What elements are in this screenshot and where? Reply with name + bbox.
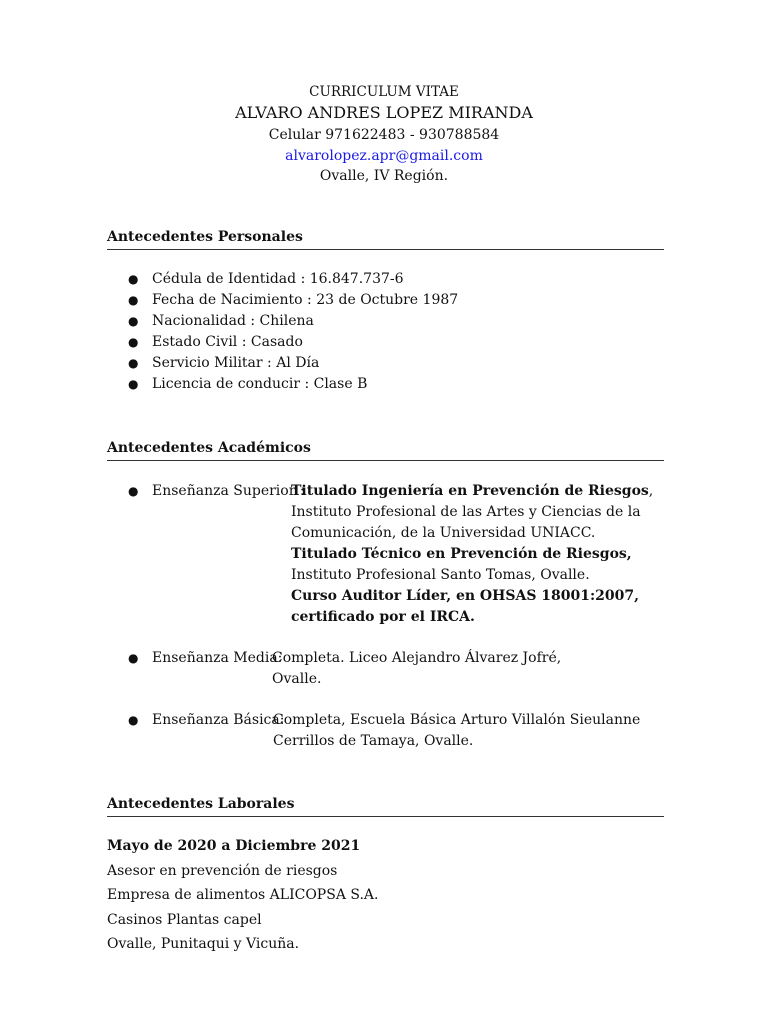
degree1-university: Comunicación, de la Universidad UNIACC. bbox=[291, 525, 596, 541]
course-certification: certificado por el IRCA. bbox=[291, 609, 475, 625]
degree2-title: Titulado Técnico en Prevención de Riesgos, bbox=[291, 546, 632, 562]
media-line2: Ovalle. bbox=[272, 671, 322, 687]
bullet-icon: ● bbox=[128, 484, 139, 498]
bullet-icon: ● bbox=[128, 651, 139, 665]
bullet-icon: ● bbox=[128, 314, 139, 328]
person-name: ALVARO ANDRES LOPEZ MIRANDA bbox=[235, 103, 533, 122]
job-role: Asesor en prevención de riesgos bbox=[107, 862, 338, 879]
media-details bbox=[272, 648, 561, 690]
bullet-icon: ● bbox=[128, 377, 139, 391]
degree1-institution: Instituto Profesional de las Artes y Ciencias de la bbox=[291, 504, 641, 520]
job-company: Empresa de alimentos ALICOPSA S.A. bbox=[107, 887, 379, 903]
personal-list bbox=[128, 269, 458, 395]
basica-label: Enseñanza Básica: bbox=[152, 712, 285, 728]
location-text: Ovalle, IV Región. bbox=[319, 168, 449, 184]
media-label: Enseñanza Media: bbox=[152, 650, 283, 666]
list-item: ● Fecha de Nacimiento : 23 de Octubre 1987 bbox=[128, 290, 458, 311]
bullet-icon: ● bbox=[128, 272, 139, 286]
doc-title: CURRICULUM VITAE bbox=[309, 84, 459, 100]
email-link[interactable]: alvarolopez.apr@gmail.com bbox=[285, 148, 483, 164]
degree2-institution: Instituto Profesional Santo Tomas, Ovalle. bbox=[291, 567, 590, 583]
list-item: ● Servicio Militar : Al Día bbox=[128, 353, 458, 374]
section-title-personal: Antecedentes Personales bbox=[107, 228, 664, 250]
job-site: Casinos Plantas capel bbox=[107, 911, 262, 928]
degree1-title: Titulado Ingeniería en Prevención de Riesgos bbox=[291, 483, 649, 499]
section-title-work: Antecedentes Laborales bbox=[107, 795, 664, 817]
list-item: ● Nacionalidad : Chilena bbox=[128, 311, 458, 332]
list-item: ● Cédula de Identidad : 16.847.737-6 bbox=[128, 269, 458, 290]
job-places: Ovalle, Punitaqui y Vicuña. bbox=[107, 936, 300, 952]
superior-label: Enseñanza Superior : bbox=[152, 483, 305, 499]
list-item: ● Licencia de conducir : Clase B bbox=[128, 374, 458, 395]
basica-line2: Cerrillos de Tamaya, Ovalle. bbox=[273, 733, 474, 749]
basica-details bbox=[273, 710, 640, 752]
bullet-icon: ● bbox=[128, 335, 139, 349]
job-period: Mayo de 2020 a Diciembre 2021 bbox=[107, 838, 361, 854]
media-line1: Completa. Liceo Alejandro Álvarez Jofré, bbox=[272, 650, 562, 666]
bullet-icon: ● bbox=[128, 713, 139, 727]
superior-details: Titulado Ingeniería en Prevención de Riesgos, Instituto Profesional de las Artes y Ciencias de la Comunicación, de la Universidad UNIACC. Titulado Técnico en Prevención de Riesgos, Instituto Profesional Santo Tomas, Ovalle. Curso Auditor Líder, en OHSAS 18001:2007, certificado por el IRCA. bbox=[291, 481, 653, 628]
section-title-academic: Antecedentes Académicos bbox=[107, 439, 664, 461]
bullet-icon: ● bbox=[128, 293, 139, 307]
basica-line1: Completa, Escuela Básica Arturo Villalón Sieulanne bbox=[273, 712, 641, 728]
list-item: ● Estado Civil : Casado bbox=[128, 332, 458, 353]
job-entry bbox=[107, 834, 378, 957]
bullet-icon: ● bbox=[128, 356, 139, 370]
course-title: Curso Auditor Líder, en OHSAS 18001:2007, bbox=[291, 588, 640, 604]
phone-text: Celular 971622483 - 930788584 bbox=[268, 127, 500, 143]
